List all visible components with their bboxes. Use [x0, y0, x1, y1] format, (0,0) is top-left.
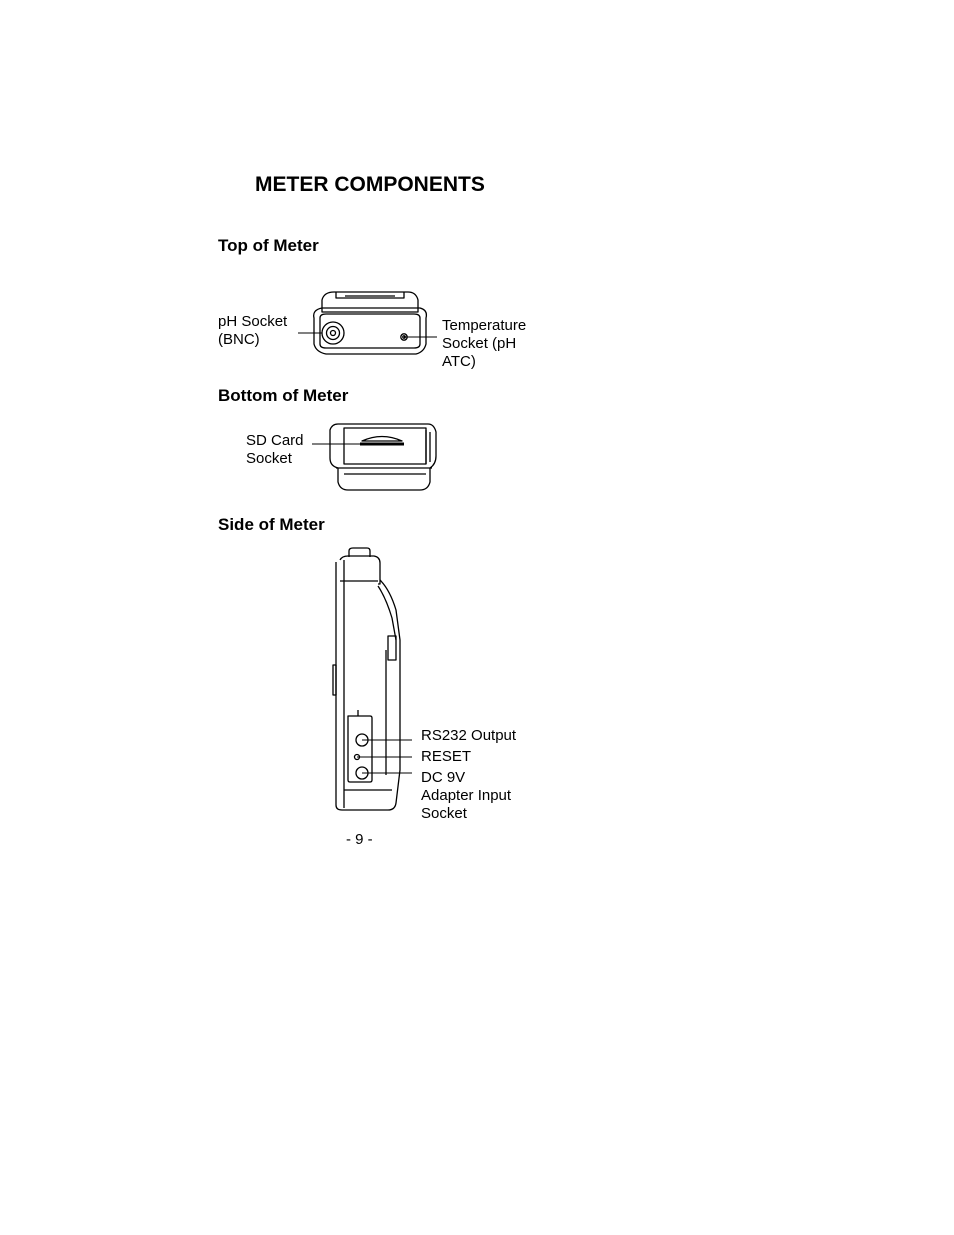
side-of-meter-heading: Side of Meter — [218, 515, 325, 534]
side-of-meter-drawing — [333, 548, 412, 810]
temperature-socket-label: Temperature Socket (pH ATC) — [442, 317, 527, 370]
dc-adapter-label: DC 9V Adapter Input Socket — [421, 769, 512, 822]
ph-socket-label: pH Socket (BNC) — [218, 313, 288, 348]
sd-card-socket-label: SD Card Socket — [246, 432, 304, 467]
reset-label: RESET — [421, 748, 472, 765]
top-of-meter-drawing — [298, 292, 437, 354]
bottom-of-meter-heading: Bottom of Meter — [218, 386, 349, 405]
top-of-meter-heading: Top of Meter — [218, 236, 319, 255]
bottom-of-meter-drawing — [312, 424, 436, 490]
page-title: METER COMPONENTS — [255, 173, 485, 196]
page-number: - 9 - — [346, 831, 373, 848]
rs232-output-label: RS232 Output — [421, 727, 517, 744]
